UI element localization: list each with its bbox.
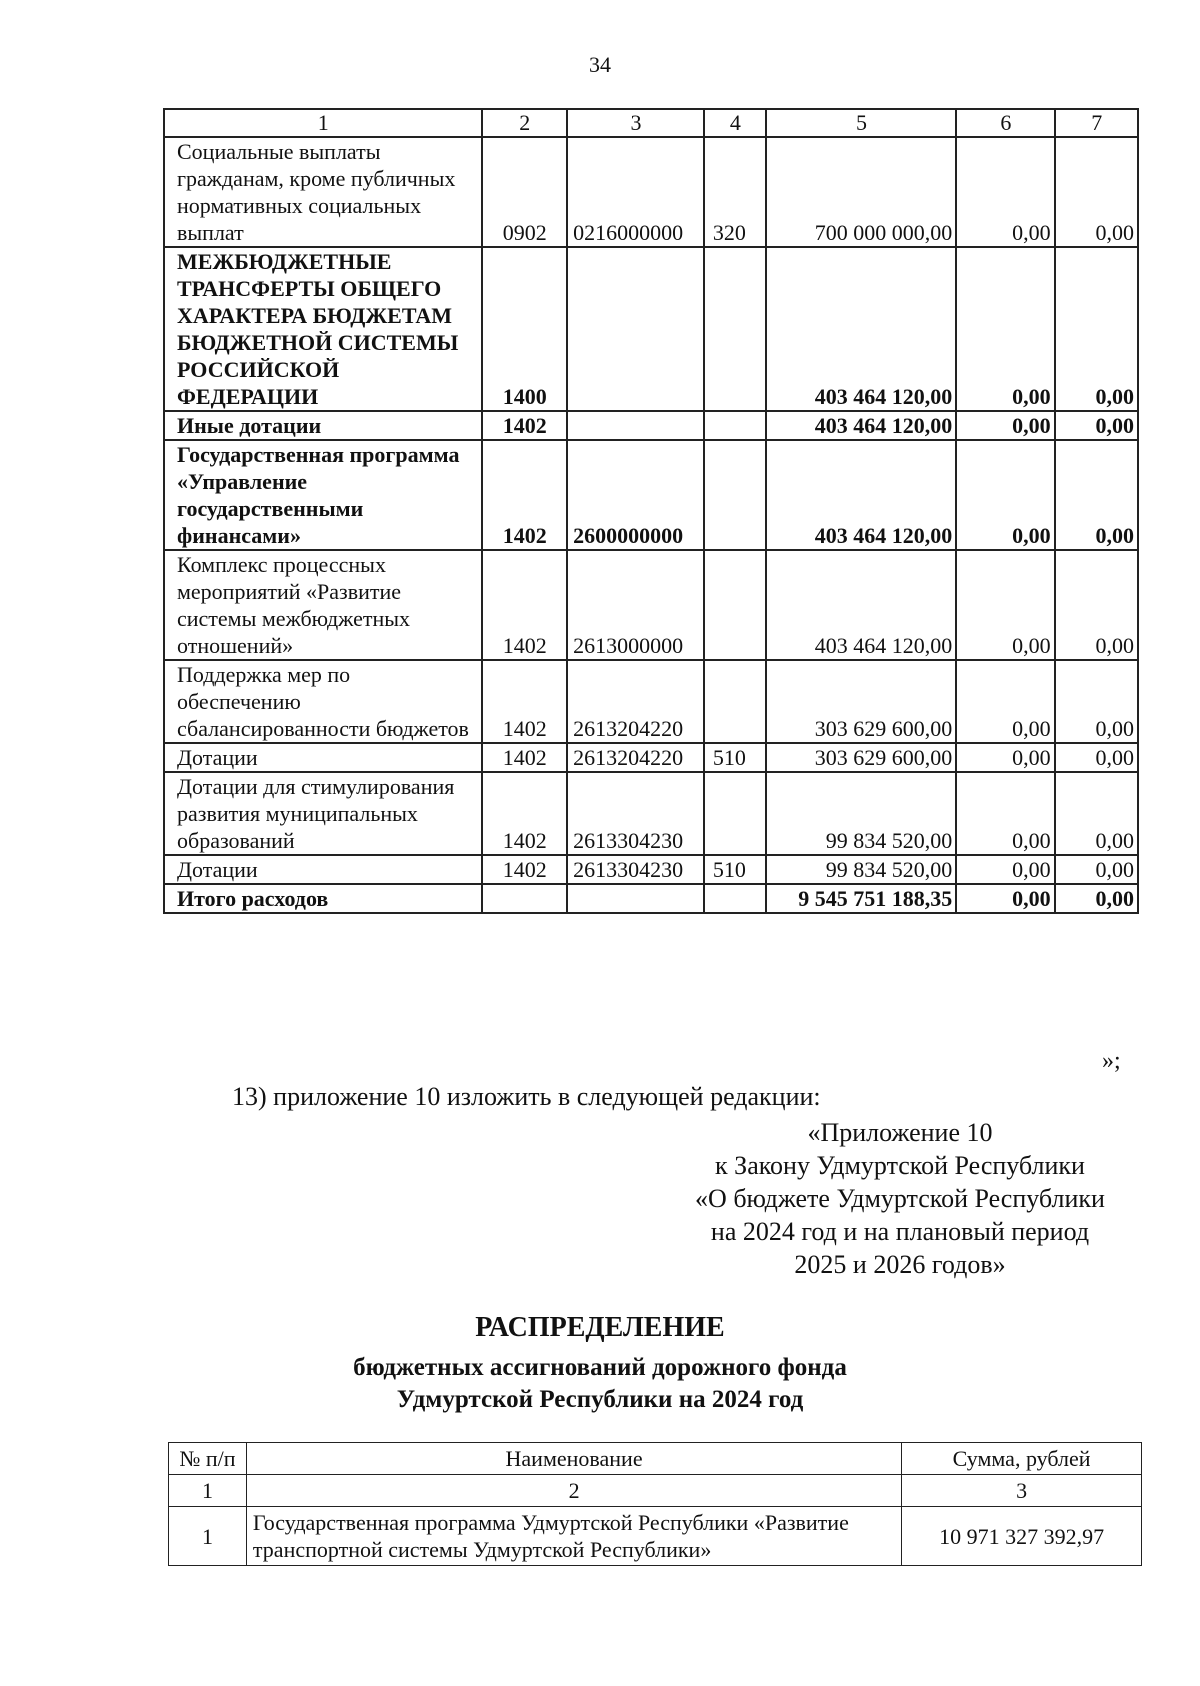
row-section: 1402	[482, 411, 568, 440]
row-name: Итого расходов	[164, 884, 482, 913]
row-sum-2024: 303 629 600,00	[766, 660, 956, 743]
row-sum-2026: 0,00	[1055, 772, 1138, 855]
row-target-code	[567, 247, 704, 411]
subtitle-line: Удмуртской Республики на 2024 год	[396, 1386, 804, 1413]
header-number: № п/п	[169, 1443, 247, 1475]
row-sum-2024: 403 464 120,00	[766, 247, 956, 411]
row-sum-2024: 303 629 600,00	[766, 743, 956, 772]
table-row	[164, 660, 1138, 743]
row-sum-2024: 403 464 120,00	[766, 440, 956, 550]
annex-line: на 2024 год и на плановый период	[710, 1217, 1090, 1246]
table-row	[164, 440, 1138, 550]
row-name: Иные дотации	[164, 411, 482, 440]
row-section: 1402	[482, 855, 568, 884]
row-sum-2024: 99 834 520,00	[766, 772, 956, 855]
row-sum-2025: 0,00	[956, 137, 1054, 247]
row-target-code: 2613204220	[567, 660, 704, 743]
row-section: 1402	[482, 743, 568, 772]
row-target-code	[567, 411, 704, 440]
column-number: 1	[164, 109, 482, 137]
row-name: Социальные выплаты гражданам, кроме публичных нормативных социальных выплат	[164, 137, 482, 247]
table-row	[169, 1507, 1142, 1566]
row-expense-type: 510	[704, 855, 766, 884]
row-expense-type	[704, 772, 766, 855]
table-row	[164, 772, 1138, 855]
row-section: 1402	[482, 550, 568, 660]
table-header-row	[164, 109, 1138, 137]
row-sum-2025: 0,00	[956, 550, 1054, 660]
row-sum-2025: 0,00	[956, 884, 1054, 913]
row-name: Дотации для стимулирования развития муниципальных образований	[164, 772, 482, 855]
row-expense-type	[704, 660, 766, 743]
row-sum-2025: 0,00	[956, 411, 1054, 440]
table-row	[164, 884, 1138, 913]
column-number: 1	[169, 1475, 247, 1507]
table-row	[164, 411, 1138, 440]
table-row	[164, 550, 1138, 660]
table-header-row	[169, 1443, 1142, 1475]
page-number: 34	[589, 52, 611, 77]
annex-line: «О бюджете Удмуртской Республики	[695, 1184, 1105, 1213]
row-name: Дотации	[164, 743, 482, 772]
row-expense-type	[704, 411, 766, 440]
row-sum-2025: 0,00	[956, 440, 1054, 550]
row-target-code	[567, 884, 704, 913]
row-section: 1402	[482, 660, 568, 743]
row-target-code: 2613000000	[567, 550, 704, 660]
row-target-code: 2613304230	[567, 855, 704, 884]
column-number: 5	[766, 109, 956, 137]
row-section: 1402	[482, 772, 568, 855]
row-name: Комплекс процессных мероприятий «Развитие системы межбюджетных отношений»	[164, 550, 482, 660]
header-name: Наименование	[246, 1443, 901, 1475]
row-target-code: 2613304230	[567, 772, 704, 855]
row-name: Государственная программа Удмуртской Республики «Развитие транспортной системы Удмуртской Республики»	[246, 1507, 901, 1566]
column-numbers-row	[169, 1475, 1142, 1507]
row-sum-2026: 0,00	[1055, 440, 1138, 550]
table-row	[164, 855, 1138, 884]
annex-reference	[660, 1116, 1140, 1281]
column-number: 3	[567, 109, 704, 137]
document-subtitle	[0, 1352, 1200, 1416]
road-fund-table	[168, 1442, 1142, 1566]
column-number: 3	[902, 1475, 1142, 1507]
amendment-item-13: 13) приложение 10 изложить в следующей редакции:	[232, 1082, 821, 1111]
row-sum-2025: 0,00	[956, 855, 1054, 884]
row-sum-2024: 403 464 120,00	[766, 411, 956, 440]
row-section: 1400	[482, 247, 568, 411]
row-target-code: 2613204220	[567, 743, 704, 772]
column-number: 6	[956, 109, 1054, 137]
row-sum-2026: 0,00	[1055, 743, 1138, 772]
row-sum-2025: 0,00	[956, 743, 1054, 772]
row-expense-type	[704, 440, 766, 550]
closing-quote: »;	[1102, 1048, 1121, 1074]
row-sum-2025: 0,00	[956, 772, 1054, 855]
row-target-code: 2600000000	[567, 440, 704, 550]
document-title: РАСПРЕДЕЛЕНИЕ	[475, 1312, 725, 1343]
row-sum-2024: 700 000 000,00	[766, 137, 956, 247]
row-name: Дотации	[164, 855, 482, 884]
row-sum-2026: 0,00	[1055, 855, 1138, 884]
row-expense-type	[704, 884, 766, 913]
row-section: 0902	[482, 137, 568, 247]
row-number: 1	[169, 1507, 247, 1566]
row-section	[482, 884, 568, 913]
row-expense-type	[704, 550, 766, 660]
row-sum-2024: 9 545 751 188,35	[766, 884, 956, 913]
annex-line: 2025 и 2026 годов»	[794, 1250, 1006, 1279]
column-number: 2	[482, 109, 568, 137]
row-sum-2025: 0,00	[956, 660, 1054, 743]
row-name: Поддержка мер по обеспечению сбалансированности бюджетов	[164, 660, 482, 743]
row-expense-type: 320	[704, 137, 766, 247]
row-sum-2025: 0,00	[956, 247, 1054, 411]
column-number: 4	[704, 109, 766, 137]
row-sum-2026: 0,00	[1055, 660, 1138, 743]
row-expense-type: 510	[704, 743, 766, 772]
expenditure-table	[163, 108, 1139, 914]
row-sum-2024: 403 464 120,00	[766, 550, 956, 660]
row-sum-2024: 99 834 520,00	[766, 855, 956, 884]
row-sum-2026: 0,00	[1055, 550, 1138, 660]
column-number: 7	[1055, 109, 1138, 137]
table-row	[164, 743, 1138, 772]
table-row	[164, 137, 1138, 247]
subtitle-line: бюджетных ассигнований дорожного фонда	[353, 1354, 847, 1381]
annex-line: к Закону Удмуртской Республики	[715, 1151, 1085, 1180]
annex-line: «Приложение 10	[807, 1118, 993, 1147]
row-section: 1402	[482, 440, 568, 550]
row-name: Государственная программа «Управление государственными финансами»	[164, 440, 482, 550]
row-sum-2026: 0,00	[1055, 884, 1138, 913]
header-sum: Сумма, рублей	[902, 1443, 1142, 1475]
column-number: 2	[246, 1475, 901, 1507]
row-expense-type	[704, 247, 766, 411]
table-row	[164, 247, 1138, 411]
row-name: МЕЖБЮДЖЕТНЫЕ ТРАНСФЕРТЫ ОБЩЕГО ХАРАКТЕРА БЮДЖЕТАМ БЮДЖЕТНОЙ СИСТЕМЫ РОССИЙСКОЙ ФЕДЕРАЦИИ	[164, 247, 482, 411]
row-sum-2026: 0,00	[1055, 411, 1138, 440]
row-sum-2026: 0,00	[1055, 137, 1138, 247]
row-sum: 10 971 327 392,97	[902, 1507, 1142, 1566]
row-sum-2026: 0,00	[1055, 247, 1138, 411]
row-target-code: 0216000000	[567, 137, 704, 247]
